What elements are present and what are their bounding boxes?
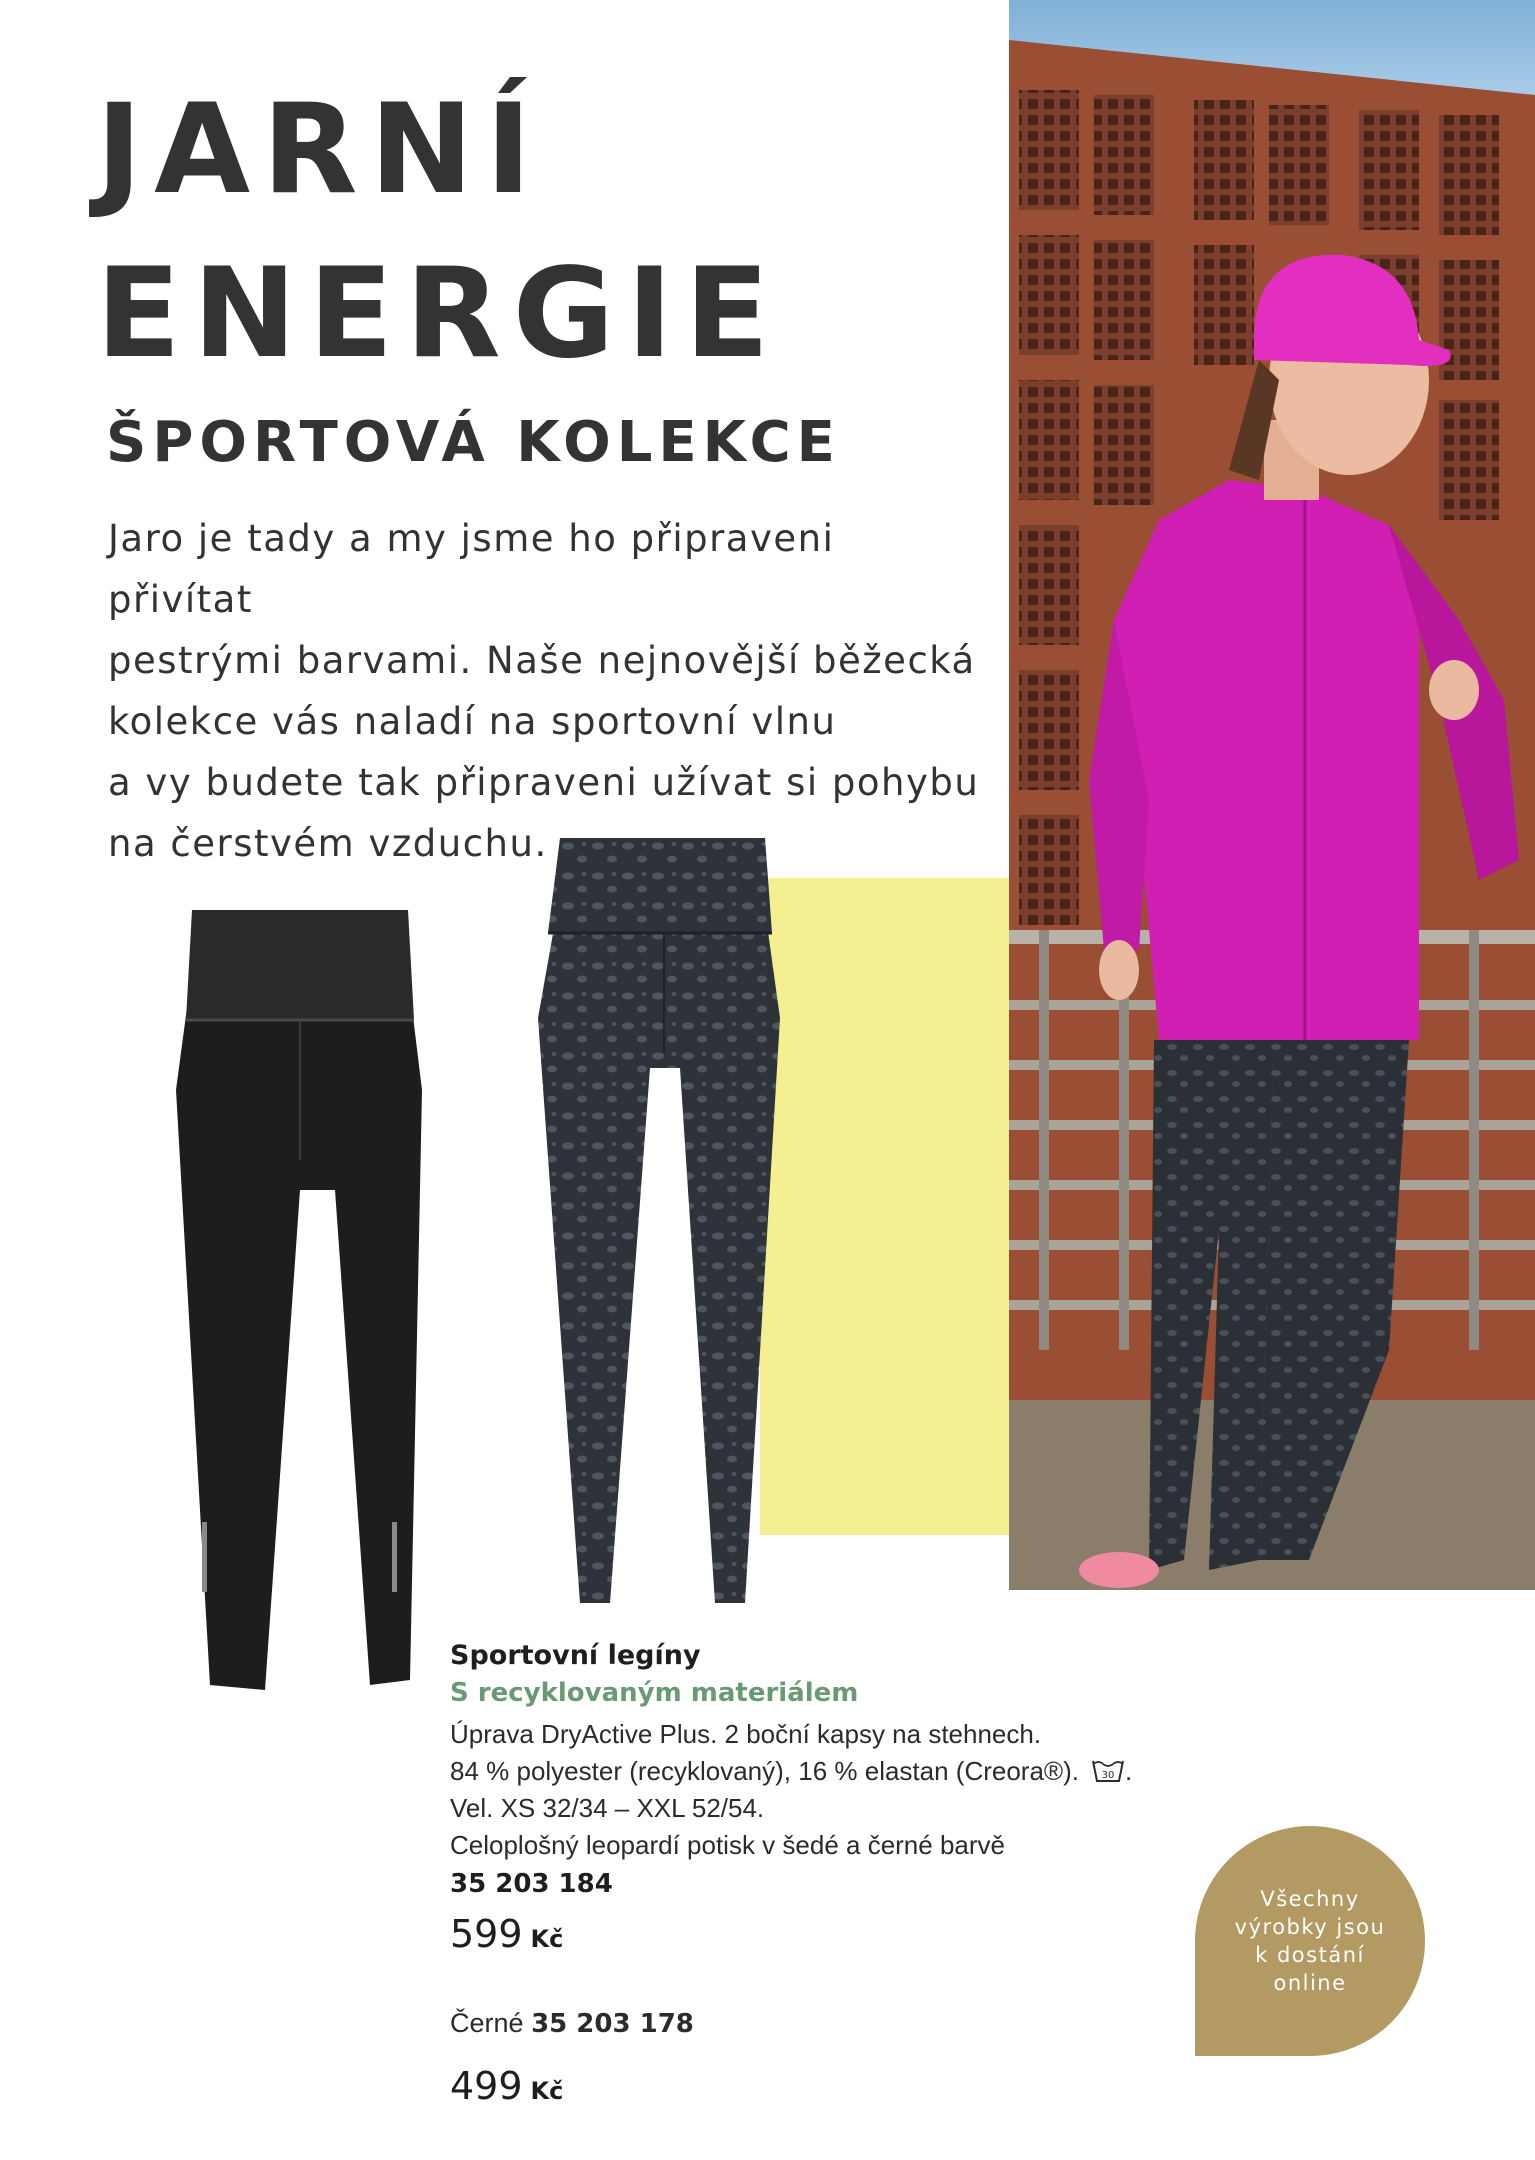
product-price [450,1912,1210,1982]
wash-temperature: 30 [1101,1770,1115,1781]
intro-paragraph [108,508,988,874]
alt-price-currency: Kč [530,2077,564,2105]
product-sizes: Vel. XS 32/34 – XXL 52/54. [450,1793,765,1823]
runner-photo [1009,0,1535,1590]
alt-variant-price [450,2064,1210,2134]
title-line-1: JARNÍ [96,78,544,222]
price-value: 599 [450,1912,523,1956]
alt-variant [450,2008,1210,2056]
leopard-legging-image [530,838,800,1608]
title-line-2: ENERGIE [96,242,782,386]
intro-line: Jaro je tady a my jsme ho připraveni přivítat [108,517,835,621]
intro-line: a vy budete tak připraveni užívat si pohybu [108,761,980,804]
online-badge [1195,1826,1425,2056]
intro-line: kolekce vás naladí na sportovní vlnu [108,700,837,743]
wash-30-icon [1091,1757,1125,1794]
product-composition-row: 84 % polyester (recyklovaný), 16 % elastan (Creora®). 30 . [450,1753,1210,1790]
price-currency: Kč [530,1925,564,1953]
product-treatment: Úprava DryActive Plus. 2 boční kapsy na stehnech. [450,1719,1042,1749]
black-legging-image [170,910,430,1690]
product-code: 35 203 184 [450,1869,613,1899]
alt-price-value: 499 [450,2064,523,2108]
product-composition: 84 % polyester (recyklovaný), 16 % elastan (Creora®). [450,1756,1079,1786]
product-details [450,1640,1210,2134]
product-print: Celoplošný leopardí potisk v šedé a černé barvě [450,1830,1005,1860]
alt-variant-label: Černé [450,2008,524,2038]
alt-variant-code: 35 203 178 [531,2009,694,2039]
collection-subtitle: ŠPORTOVÁ KOLEKCE [106,410,841,475]
intro-line: pestrými barvami. Naše nejnovější běžecká [108,639,976,682]
online-badge-text: Všechny výrobky jsou k dostání online [1234,1887,1386,1995]
intro-line: na čerstvém vzduchu. [108,822,548,865]
product-name: Sportovní legíny [450,1640,701,1671]
product-subtitle: S recyklovaným materiálem [450,1678,859,1708]
